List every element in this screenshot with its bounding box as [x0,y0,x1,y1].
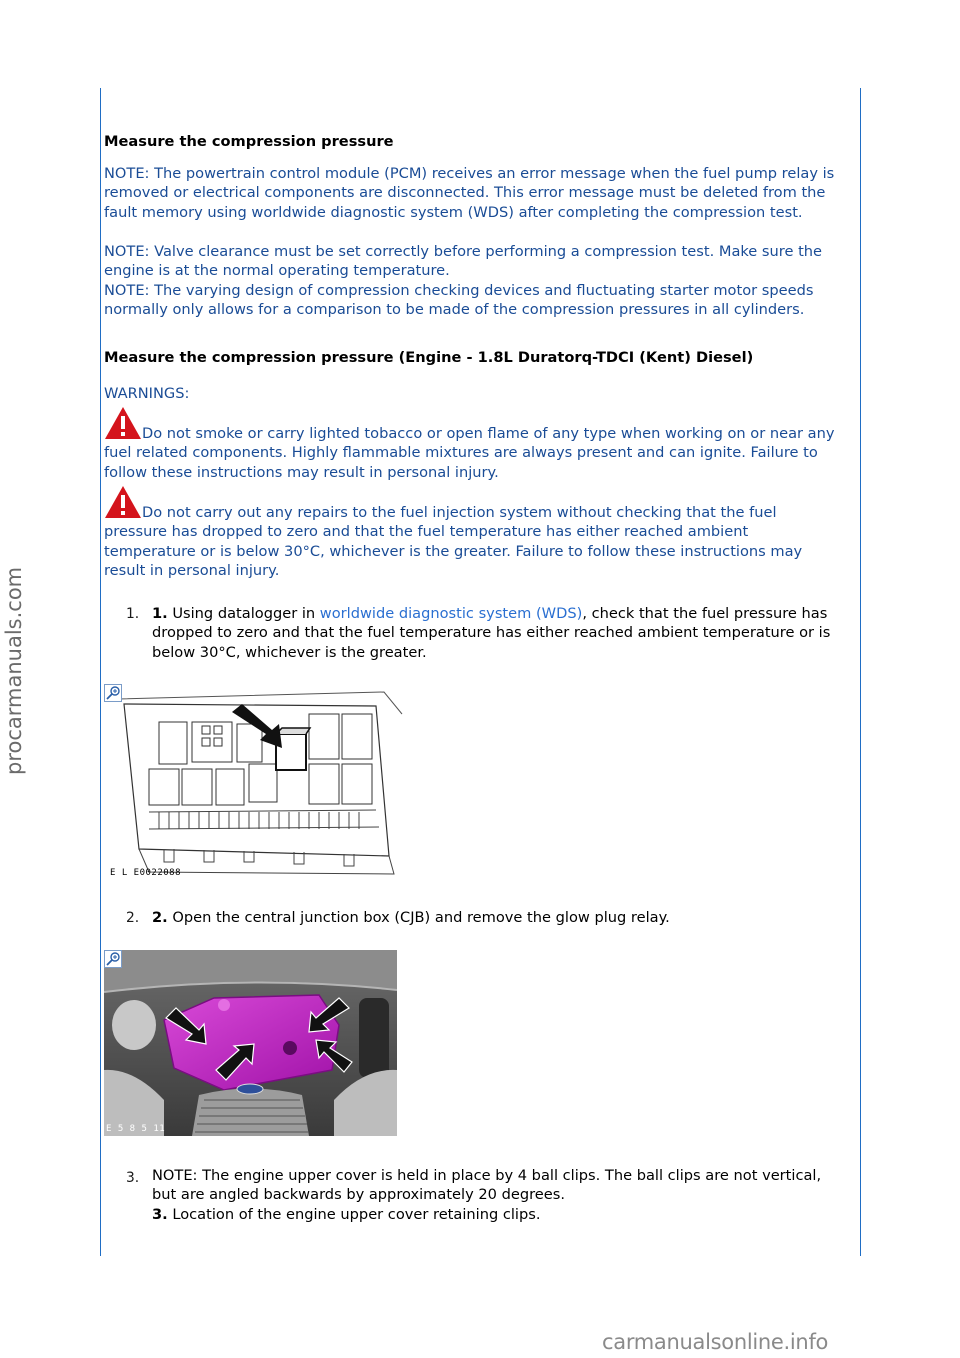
subsection-heading: Measure the compression pressure (Engine - 1.8L Duratorq-TDCI (Kent) Diesel) [104,349,754,366]
step-1-post: , check that the fuel pressure has dropped to zero and that the fuel temperature has either reached ambient temperature or is below 30°C, whichever is the greater. [152,605,831,661]
figure-cjb-drawing[interactable] [104,684,404,880]
step-number: 3. [126,1170,140,1186]
step-2-text [152,908,842,927]
step-3-text [152,1205,842,1224]
step-1-pre: Using datalogger in [167,605,320,622]
step-1-bold: 1. [152,605,168,622]
section-heading: Measure the compression pressure [104,133,394,150]
step-number: 2. [126,910,140,926]
left-margin-rule [100,88,101,1256]
step-2-body: Open the central junction box (CJB) and remove the glow plug relay. [167,909,670,926]
footer-watermark: carmanualsonline.info [602,1330,829,1354]
engine-bay-photo [104,950,397,1136]
figure-engine-cover-photo[interactable] [104,950,397,1136]
warning-fuel-injection: Do not carry out any repairs to the fuel injection system without checking that the fuel pressure has dropped to zero and that the fuel temperature has either reached ambient temperature or is below 30°C, whichever is the greater. Failure to follow these instructions may result in personal injury. [104,504,803,580]
note-valve-clearance: NOTE: Valve clearance must be set correctly before performing a compression test. Make sure the engine is at the normal operating temperature. [104,243,823,280]
step-1-text [152,604,842,662]
figure-2-caption: E 5 8 5 11 [106,1124,166,1134]
step-2-bold: 2. [152,909,168,926]
warnings-label: WARNINGS: [104,385,190,402]
note-compression-devices: NOTE: The varying design of compression checking devices and fluctuating starter motor speeds normally only allows for a comparison to be made of the compression pressures in all cylinders. [104,282,814,319]
step-3-bold: 3. [152,1206,168,1223]
step-3-note: NOTE: The engine upper cover is held in place by 4 ball clips. The ball clips are not vertical, but are angled backwards by approximately 20 degrees. [152,1167,822,1204]
step-number: 1. [126,606,140,622]
zoom-icon[interactable] [104,950,122,968]
figure-1-caption: E L E0022088 [110,868,182,878]
step-3-body: Location of the engine upper cover retaining clips. [167,1206,541,1223]
note-pcm-error: NOTE: The powertrain control module (PCM) receives an error message when the fuel pump relay is removed or electrical components are disconnected. This error message must be deleted from the fault memory using worldwide diagnostic system (WDS) after completing the compression test. [104,165,835,221]
wds-link[interactable]: worldwide diagnostic system (WDS) [319,605,583,622]
zoom-icon[interactable] [104,684,122,702]
cjb-line-drawing [104,684,404,880]
warning-smoking: Do not smoke or carry lighted tobacco or open flame of any type when working on or near any fuel related components. Highly flammable mixtures are always present and can ignite. Failure to follow these instructions may result in personal injury. [104,425,835,481]
right-margin-rule [860,88,861,1256]
